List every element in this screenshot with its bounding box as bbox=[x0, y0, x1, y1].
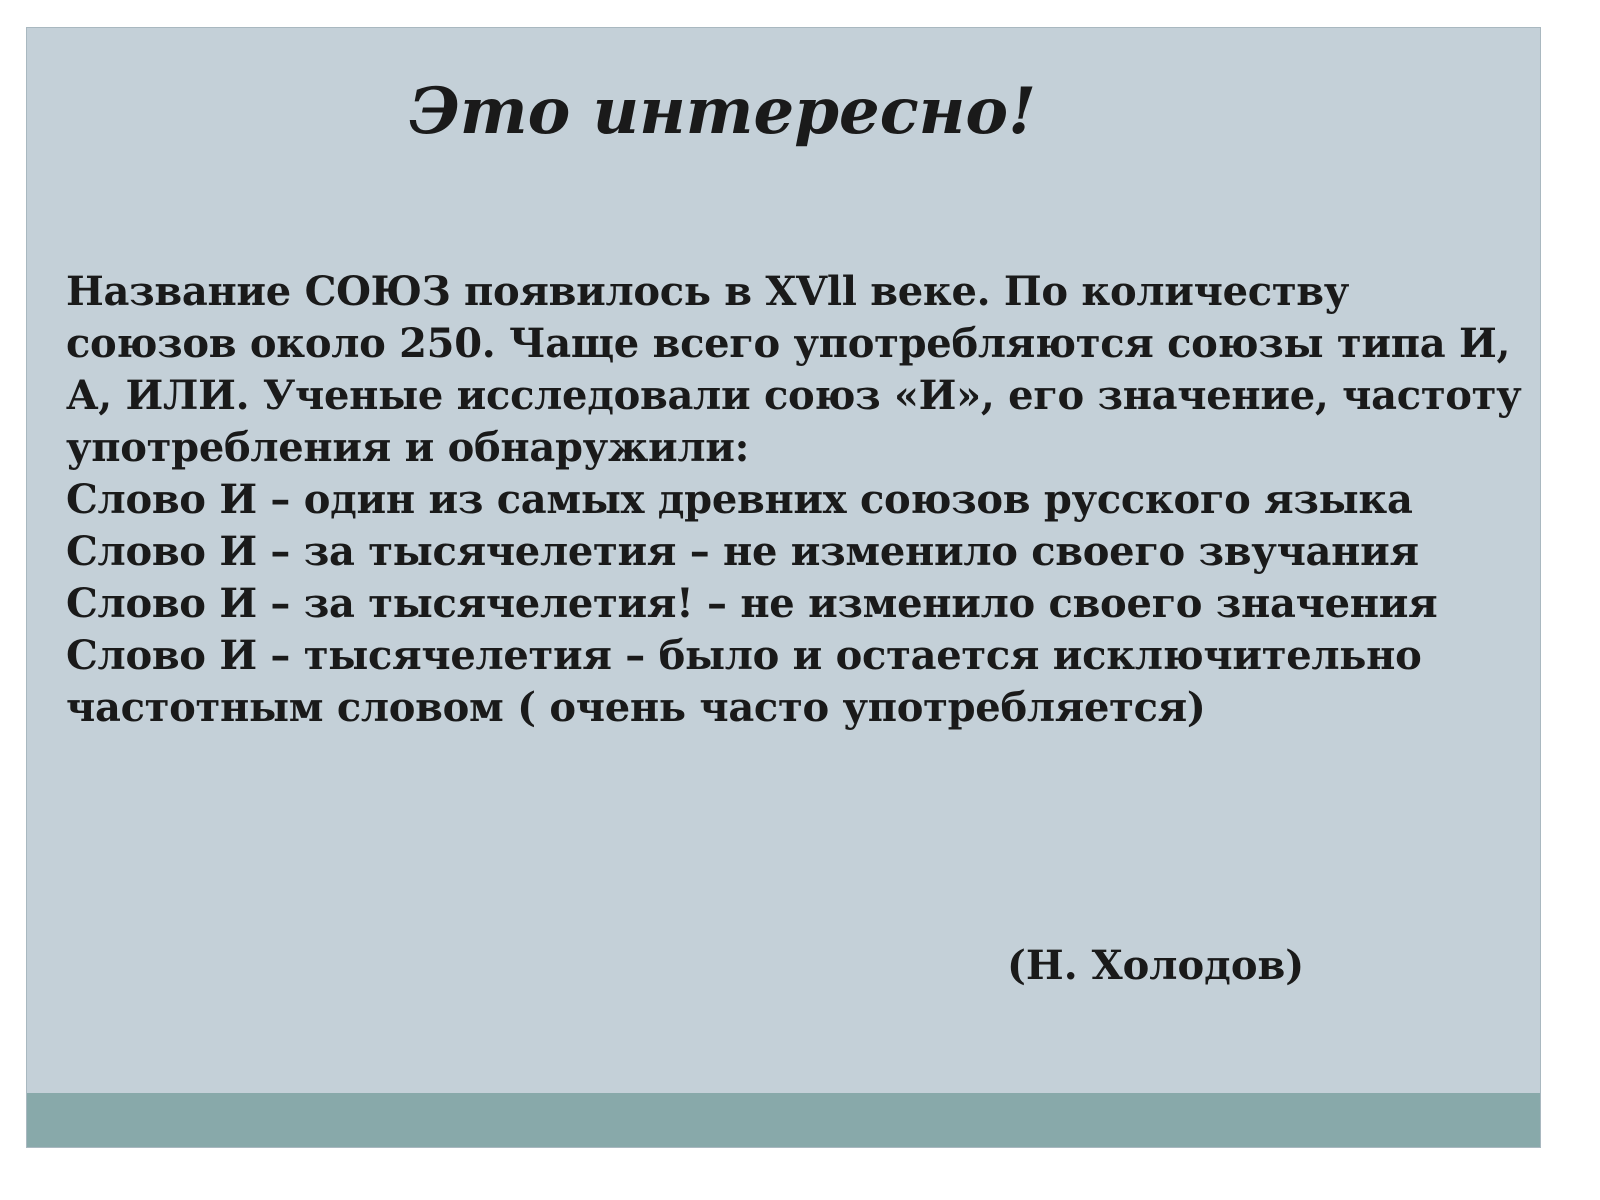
slide-body bbox=[66, 266, 1526, 734]
paragraph-fact-sound: Слово И – за тысячелетия – не изменило своего звучания bbox=[66, 528, 1419, 575]
bottom-band bbox=[27, 1093, 1540, 1147]
paragraph-intro: Название СОЮЗ появилось в XVll веке. По количеству союзов около 250. Чаще всего употребляются союзы типа И, А, ИЛИ. Ученые исследовали союз «И», его значение, частоту употребления и обнаружили: bbox=[66, 268, 1522, 471]
slide bbox=[26, 27, 1541, 1148]
paragraph-fact-frequency: Слово И – тысячелетия – было и остается исключительно частотным словом ( очень часто употребляется) bbox=[66, 632, 1422, 731]
attribution: (Н. Холодов) bbox=[1007, 942, 1305, 989]
paragraph-fact-meaning: Слово И – за тысячелетия! – не изменило своего значения bbox=[66, 580, 1438, 627]
paragraph-fact-ancient: Слово И – один из самых древних союзов русского языка bbox=[66, 476, 1413, 523]
slide-title: Это интересно! bbox=[409, 74, 1037, 149]
